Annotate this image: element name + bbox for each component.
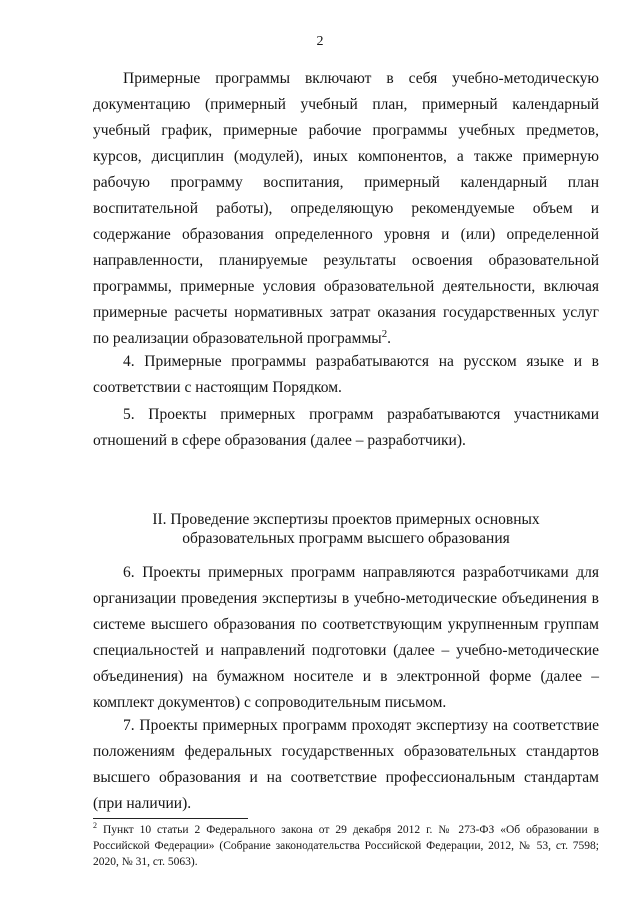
paragraph-6 <box>93 560 599 716</box>
paragraph-6-text: 6. Проекты примерных программ направляются разработчиками для организации проведения экспертизы в учебно-методические объединения в системе высшего образования по соответствующим укрупненным группам специальностей и направлений подготовки (далее – учебно-методические объединения) на бумажном носителе и в электронной форме (далее – комплект документов) с сопроводительным письмом. <box>93 564 599 711</box>
footnote-reference: 2 <box>381 327 388 340</box>
paragraph-5 <box>93 402 599 454</box>
paragraph-text <box>93 66 599 352</box>
footnote <box>93 822 599 870</box>
section-heading <box>93 510 599 548</box>
paragraph-7-text: 7. Проекты примерных программ проходят экспертизу на соответствие положениям федеральных государственных образовательных стандартов высшего образования и на соответствие профессиональным стандартам (при наличии). <box>93 717 599 812</box>
paragraph-sample-programs-content <box>93 66 599 352</box>
paragraph-1-text: Примерные программы включают в себя учебно-методическую документацию (примерный учебный план, примерный календарный учебный график, примерные рабочие программы учебных предметов, курсов, дисциплин (модулей), иных компонентов, а также примерную рабочую программу воспитания, примерный календарный план воспитательной работы), определяющую рекомендуемые объем и содержание образования определенного уровня и (или) определенной направленности, планируемые результаты освоения образовательной программы, примерные условия образовательной деятельности, включая примерные расчеты нормативных затрат оказания государственных услуг по реализации образовательной программы <box>93 70 599 347</box>
paragraph-4 <box>93 349 599 401</box>
page-number: 2 <box>316 34 324 49</box>
paragraph-5-text: 5. Проекты примерных программ разрабатываются участниками отношений в сфере образования (далее – разработчики). <box>93 406 599 449</box>
footnote-marker: 2 <box>93 821 98 831</box>
paragraph-1-end: . <box>387 330 391 347</box>
section-heading-line-1: II. Проведение экспертизы проектов примерных основных <box>152 511 540 528</box>
footnote-separator <box>93 818 248 819</box>
section-heading-line-2: образовательных программ высшего образования <box>182 530 510 547</box>
paragraph-4-text: 4. Примерные программы разрабатываются на русском языке и в соответствии с настоящим Порядком. <box>93 353 599 396</box>
paragraph-7 <box>93 713 599 817</box>
footnote-text: Пункт 10 статьи 2 Федерального закона от 29 декабря 2012 г. № 273-ФЗ «Об образовании в Российской Федерации» (Собрание законодательства Российской Федерации, 2012, № 53, ст. 7598; 2020, № 31, ст. 5063). <box>93 824 599 868</box>
